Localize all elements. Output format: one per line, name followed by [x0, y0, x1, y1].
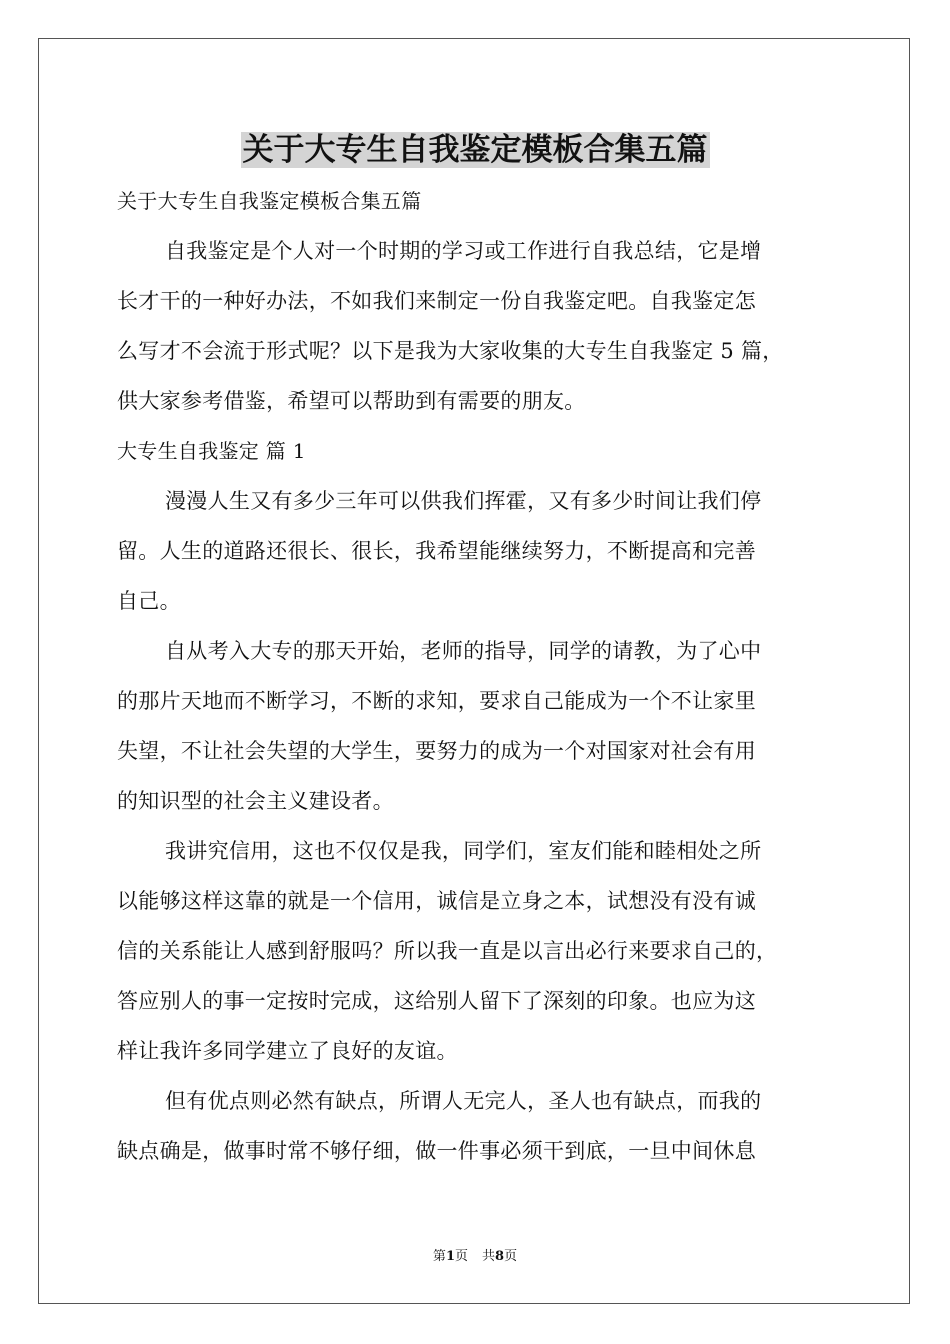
paragraph-line: 失望，不让社会失望的大学生，要努力的成为一个对国家对社会有用	[117, 739, 756, 763]
paragraph-line: 样让我许多同学建立了良好的友谊。	[117, 1039, 458, 1063]
paragraph-line: 以能够这样这靠的就是一个信用，诚信是立身之本，试想没有没有诚	[117, 889, 756, 913]
document-subtitle: 关于大专生自我鉴定模板合集五篇	[117, 189, 422, 213]
total-prefix: 共	[482, 1249, 496, 1264]
paragraph-line: 漫漫人生又有多少三年可以供我们挥霍，又有多少时间让我们停	[165, 489, 762, 513]
paragraph-line: 么写才不会流于形式呢？以下是我为大家收集的大专生自我鉴定 5 篇，	[117, 339, 784, 363]
paragraph-line: 但有优点则必然有缺点，所谓人无完人，圣人也有缺点，而我的	[165, 1089, 762, 1113]
paragraph-line: 自己。	[117, 589, 181, 613]
page-suffix: 页	[454, 1249, 468, 1264]
document-title-text: 关于大专生自我鉴定模板合集五篇	[242, 132, 708, 168]
paragraph-line: 的知识型的社会主义建设者。	[117, 789, 394, 813]
page-prefix: 第	[432, 1249, 446, 1264]
section-heading: 大专生自我鉴定 篇 1	[117, 439, 306, 463]
paragraph-line: 缺点确是，做事时常不够仔细，做一件事必须干到底，一旦中间休息	[117, 1139, 756, 1163]
paragraph-line: 自从考入大专的那天开始，老师的指导，同学的请教，为了心中	[165, 639, 762, 663]
paragraph-line: 我讲究信用，这也不仅仅是我，同学们，室友们能和睦相处之所	[165, 839, 762, 863]
total-suffix: 页	[504, 1249, 518, 1264]
document-title	[0, 128, 950, 172]
paragraph-1	[117, 483, 851, 633]
page-number: 1	[445, 1249, 455, 1264]
paragraph-line: 信的关系能让人感到舒服吗？所以我一直是以言出必行来要求自己的，	[117, 939, 778, 963]
paragraph-line: 的那片天地而不断学习，不断的求知，要求自己能成为一个不让家里	[117, 689, 756, 713]
paragraph-line: 供大家参考借鉴，希望可以帮助到有需要的朋友。	[117, 389, 586, 413]
page-footer	[0, 1248, 950, 1266]
paragraph-line: 长才干的一种好办法，不如我们来制定一份自我鉴定吧。自我鉴定怎	[117, 289, 756, 313]
paragraph-2	[117, 633, 851, 833]
paragraph-3	[117, 833, 851, 1083]
paragraph-line: 留。人生的道路还很长、很长，我希望能继续努力，不断提高和完善	[117, 539, 756, 563]
paragraph-line: 自我鉴定是个人对一个时期的学习或工作进行自我总结，它是增	[165, 239, 762, 263]
paragraph-line: 答应别人的事一定按时完成，这给别人留下了深刻的印象。也应为这	[117, 989, 756, 1013]
document-body	[117, 183, 851, 1183]
total-pages: 8	[495, 1249, 505, 1264]
intro-paragraph	[117, 233, 851, 433]
paragraph-4	[117, 1083, 851, 1183]
